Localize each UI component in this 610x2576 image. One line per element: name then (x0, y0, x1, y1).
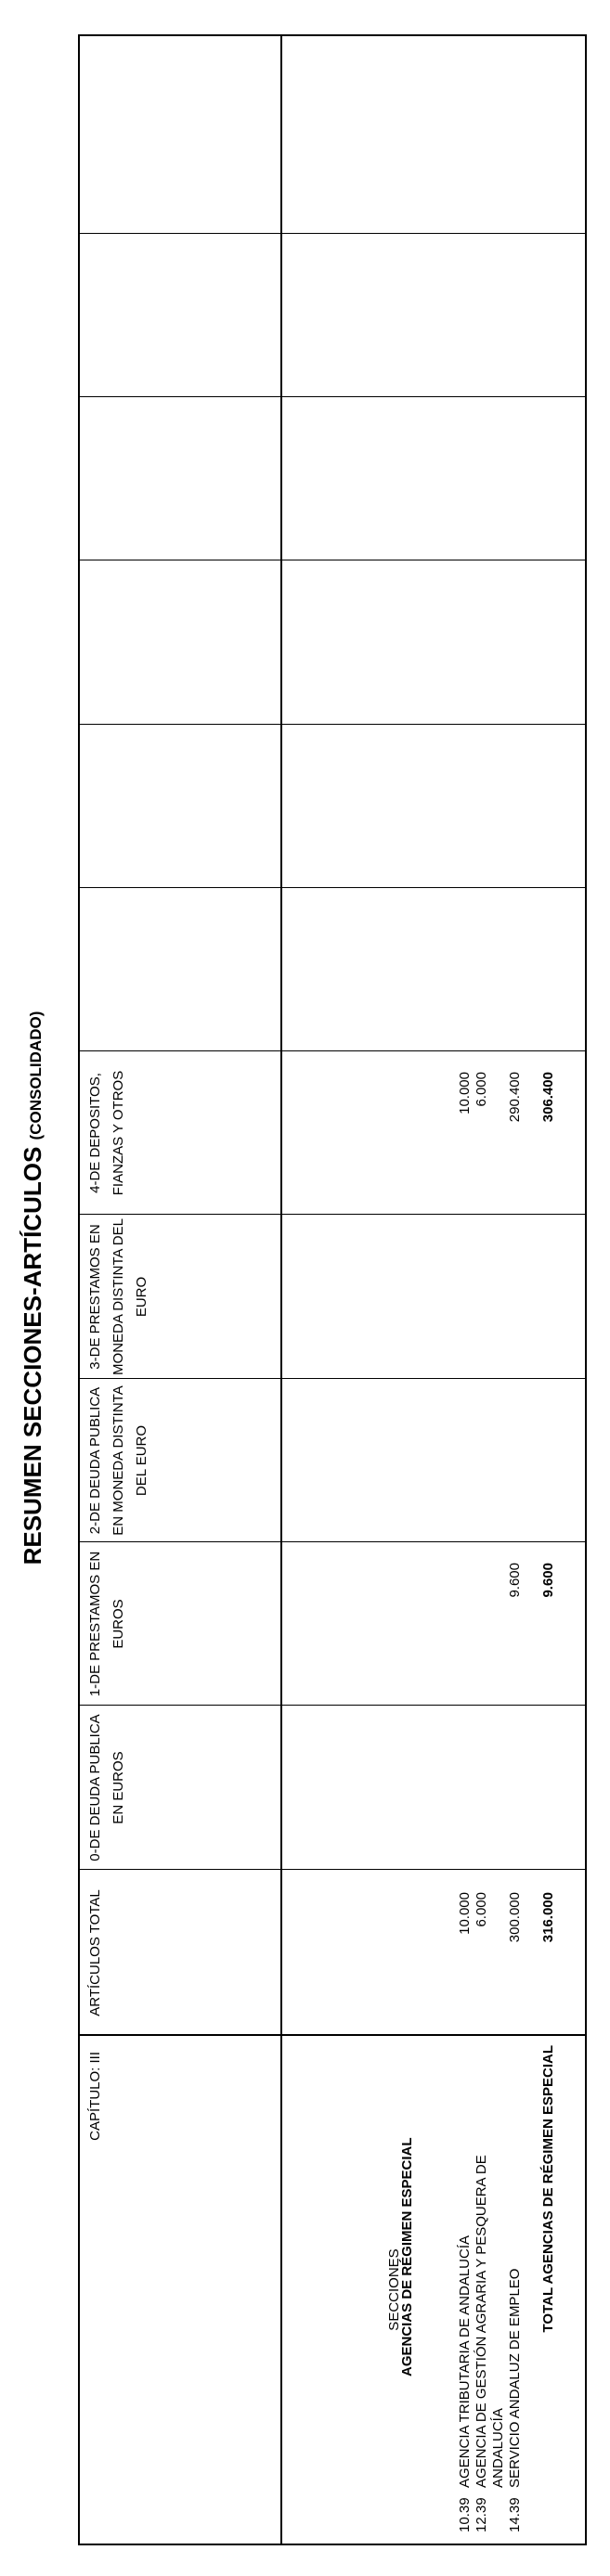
col-divider-4 (80, 1378, 585, 1379)
row-c1: 9.600 (507, 1563, 523, 1598)
row-total: 300.000 (507, 1892, 523, 1943)
col-divider-7 (80, 887, 585, 888)
col-divider-10 (80, 396, 585, 397)
page-title (19, 0, 47, 2576)
total-total: 316.000 (540, 1892, 556, 1943)
row-code: 14.39 (507, 2497, 523, 2532)
col-divider-11 (80, 233, 585, 234)
row-name: AGENCIA TRIBUTARIA DE ANDALUCÍA (457, 2235, 473, 2488)
col-header-2: 2-DE DEUDA PUBLICA EN MONEDA DISTINTA DEL EURO (87, 1385, 149, 1536)
row-total: 10.000 (457, 1892, 473, 1935)
row-code: 12.39 (474, 2497, 489, 2532)
header-divider (280, 36, 282, 2544)
summary-table (78, 34, 587, 2545)
col-header-0: 0-DE DEUDA PUBLICA EN EUROS (87, 1714, 126, 1861)
row-c4: 10.000 (457, 1072, 473, 1114)
capitulo-label: CAPÍTULO: III (87, 2052, 103, 2141)
col-divider-1 (80, 1869, 585, 1870)
col-header-3: 3-DE PRESTAMOS EN MONEDA DISTINTA DEL EURO (87, 1218, 149, 1375)
col-divider-6 (80, 1050, 585, 1051)
title-sub: (CONSOLIDADO) (27, 1011, 45, 1140)
row-c4: 290.400 (507, 1072, 523, 1123)
col-header-4: 4-DE DEPOSITOS, FIANZAS Y OTROS (87, 1070, 126, 1196)
col-header-1: 1-DE PRESTAMOS EN EUROS (87, 1551, 126, 1697)
title-main: RESUMEN SECCIONES-ARTÍCULOS (19, 1146, 46, 1565)
row-code: 10.39 (457, 2497, 473, 2532)
total-c4: 306.400 (540, 1072, 556, 1123)
col-divider-2 (80, 1705, 585, 1706)
row-total: 6.000 (474, 1892, 489, 1927)
group-title: AGENCIAS DE RÉGIMEN ESPECIAL (399, 2137, 415, 2376)
row-name: AGENCIA DE GESTIÓN AGRARIA Y PESQUERA DE ANDALUCÍA (474, 2155, 506, 2488)
col-divider-3 (80, 1541, 585, 1542)
total-c1: 9.600 (540, 1563, 556, 1598)
col-header-total: ARTÍCULOS TOTAL (87, 1889, 103, 2016)
row-c4: 6.000 (474, 1072, 489, 1107)
total-label: TOTAL AGENCIAS DE RÉGIMEN ESPECIAL (540, 2045, 556, 2333)
col-divider-8 (80, 724, 585, 725)
secciones-label: SECCIONES (386, 2248, 402, 2331)
col-divider-5 (80, 1214, 585, 1215)
row-name: SERVICIO ANDALUZ DE EMPLEO (507, 2268, 523, 2488)
